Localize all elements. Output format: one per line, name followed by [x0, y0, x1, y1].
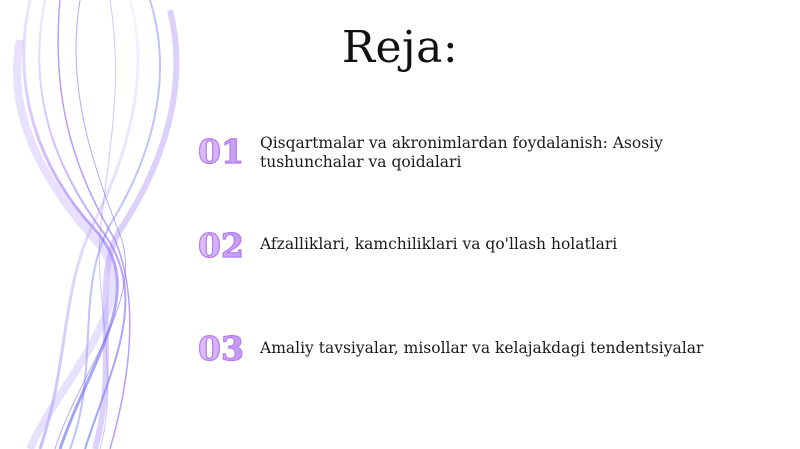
- agenda-number: 03: [198, 329, 254, 368]
- agenda-text: Qisqartmalar va akronimlardan foydalanish: Asosiy tushunchalar va qoidalari: [260, 134, 663, 171]
- agenda-number: 02: [198, 226, 254, 265]
- slide-title: Reja:: [341, 22, 459, 73]
- agenda-text: Afzalliklari, kamchiliklari va qo'llash holatlari: [260, 235, 618, 253]
- agenda-number: 01: [198, 132, 254, 171]
- agenda-text: Amaliy tavsiyalar, misollar va kelajakdagi tendentsiyalar: [260, 339, 704, 357]
